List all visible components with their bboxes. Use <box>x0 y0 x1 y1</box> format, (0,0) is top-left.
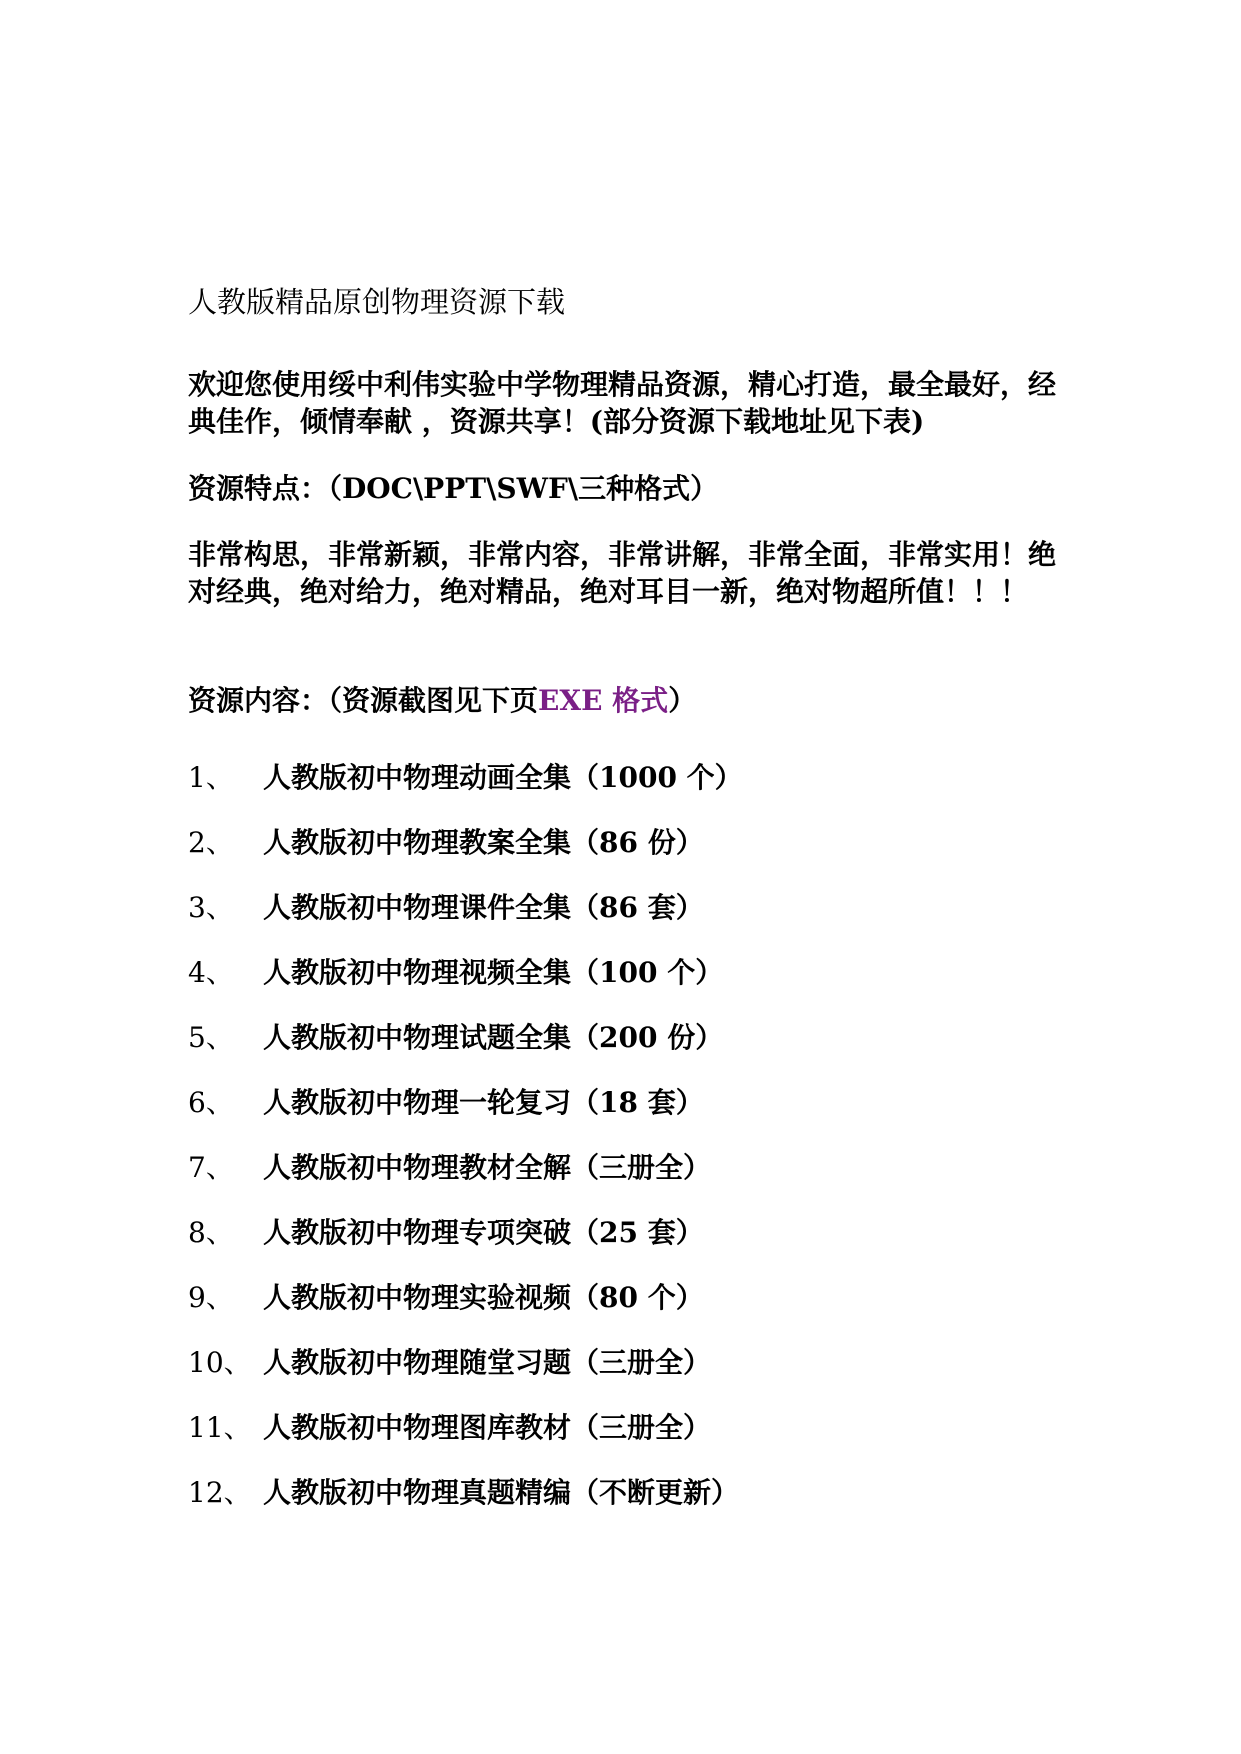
list-item-text: 人教版初中物理真题精编（不断更新） <box>263 1476 740 1509</box>
list-item-number: 10、 <box>188 1346 252 1379</box>
list-item <box>188 1018 1068 1083</box>
list-item-number: 7、 <box>188 1151 234 1184</box>
list-item-number: 1、 <box>188 761 234 794</box>
list-item-number: 6、 <box>188 1086 234 1119</box>
list-item-text: 人教版初中物理教案全集（86 份） <box>263 826 704 859</box>
list-item-text: 人教版初中物理专项突破（25 套） <box>263 1216 704 1249</box>
list-item-text: 人教版初中物理动画全集（1000 个） <box>263 761 743 794</box>
list-item-text: 人教版初中物理试题全集（200 份） <box>263 1021 724 1054</box>
list-item <box>188 1408 1068 1473</box>
content-heading <box>188 682 1068 719</box>
list-item-number: 5、 <box>188 1021 234 1054</box>
list-item-text: 人教版初中物理图库教材（三册全） <box>263 1411 712 1444</box>
list-item <box>188 953 1068 1018</box>
list-item-text: 人教版初中物理一轮复习（18 套） <box>263 1086 704 1119</box>
list-item-text: 人教版初中物理课件全集（86 套） <box>263 891 704 924</box>
list-item <box>188 1148 1068 1213</box>
welcome-paragraph: 欢迎您使用绥中利伟实验中学物理精品资源，精心打造，最全最好，经典佳作，倾情奉献 ，资源共享！(部分资源下载地址见下表) <box>188 368 1057 438</box>
list-item-number: 3、 <box>188 891 234 924</box>
list-item-text: 人教版初中物理视频全集（100 个） <box>263 956 724 989</box>
list-item-number: 2、 <box>188 826 234 859</box>
list-item <box>188 1213 1068 1278</box>
list-item <box>188 1343 1068 1408</box>
content-label: 资源内容：（资源截图见下页 <box>188 684 539 717</box>
list-item <box>188 1278 1068 1343</box>
list-item-number: 8、 <box>188 1216 234 1249</box>
content-format-highlight: EXE 格式 <box>538 684 669 717</box>
list-item <box>188 823 1068 888</box>
content-close: ） <box>668 684 697 717</box>
resource-list <box>188 758 1068 1538</box>
list-item-text: 人教版初中物理教材全解（三册全） <box>263 1151 712 1184</box>
list-item <box>188 758 1068 823</box>
features-paragraph: 资源特点：（DOC\PPT\SWF\三种格式） <box>188 472 719 505</box>
list-item-number: 12、 <box>188 1476 252 1509</box>
list-item-number: 9、 <box>188 1281 234 1314</box>
list-item <box>188 888 1068 953</box>
list-item-text: 人教版初中物理实验视频（80 个） <box>263 1281 704 1314</box>
list-item <box>188 1473 1068 1538</box>
list-item-text: 人教版初中物理随堂习题（三册全） <box>263 1346 712 1379</box>
praise-paragraph: 非常构思，非常新颖，非常内容，非常讲解，非常全面，非常实用！绝对经典，绝对给力，绝对精品，绝对耳目一新，绝对物超所值！！！ <box>188 538 1057 608</box>
list-item-number: 4、 <box>188 956 234 989</box>
document-title: 人教版精品原创物理资源下载 <box>188 285 566 319</box>
list-item <box>188 1083 1068 1148</box>
list-item-number: 11、 <box>188 1411 252 1444</box>
